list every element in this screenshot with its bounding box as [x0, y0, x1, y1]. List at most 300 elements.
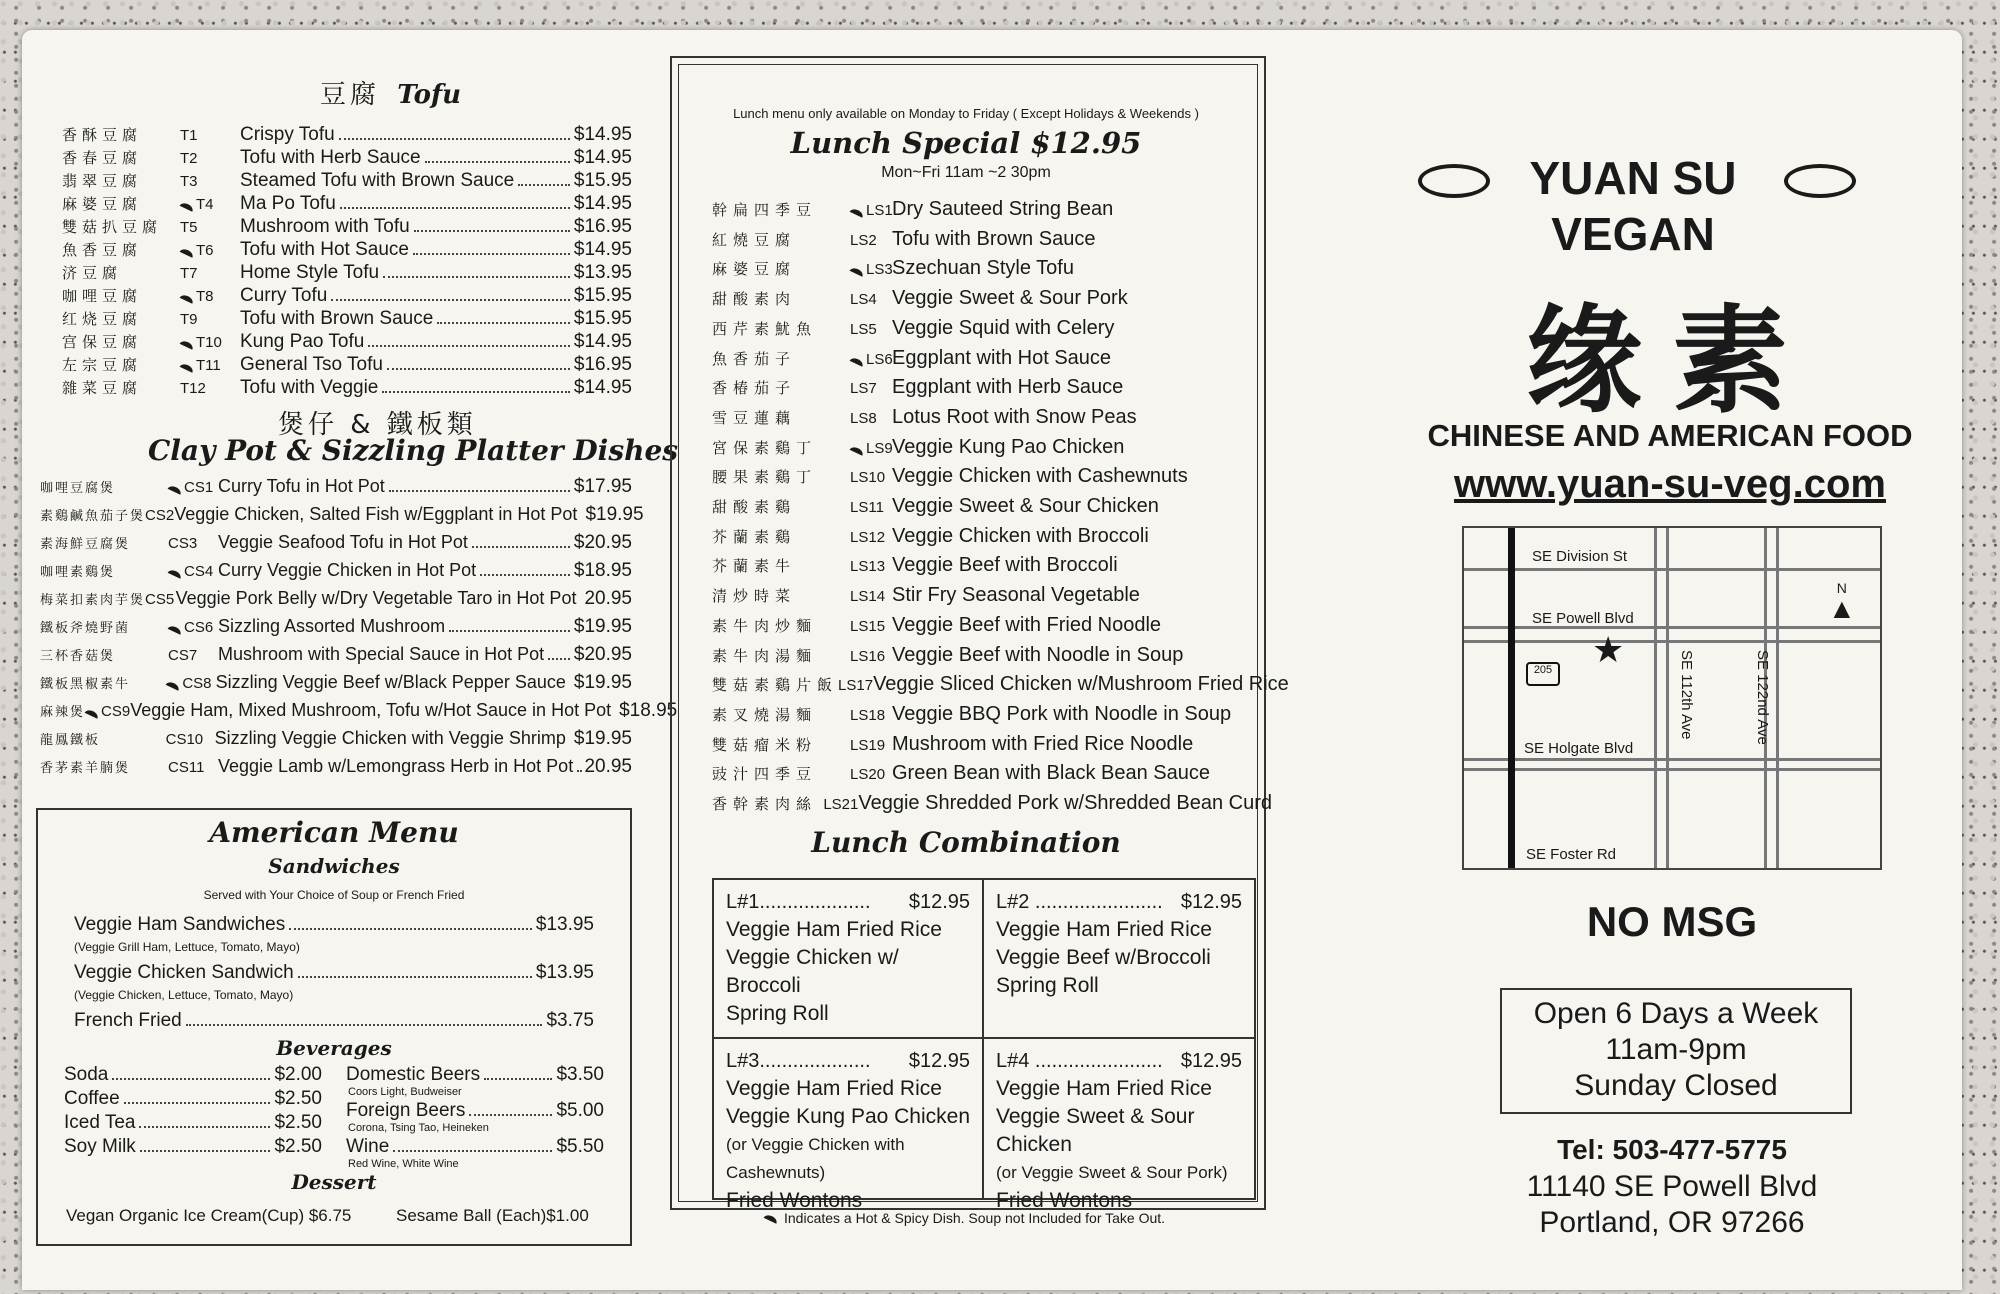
dish-code: [180, 288, 240, 305]
dish-name: Curry Veggie Chicken in Hot Pot: [218, 560, 477, 580]
dot-leader: [518, 184, 570, 186]
menu-item: [62, 285, 632, 308]
dessert-title: Dessert: [291, 1170, 377, 1194]
dish-code-text: CS11: [168, 759, 205, 776]
map-label-holgate: SE Holgate Blvd: [1524, 740, 1634, 757]
dish-price: $17.95: [573, 476, 632, 497]
combo-line: Veggie Sweet & Sour Chicken: [996, 1105, 1195, 1156]
dish-name-cn: 西芹素魷魚: [712, 319, 818, 338]
dish-name: Veggie Beef with Broccoli: [892, 554, 1118, 577]
dish-name-cn: 龍鳳鐵板: [40, 733, 101, 748]
menu-item: [712, 465, 1272, 494]
beverage-name: Domestic Beers: [346, 1064, 481, 1085]
menu-item: [40, 700, 678, 728]
dish-price: $18.95: [573, 560, 632, 581]
combo-option: [714, 1039, 984, 1212]
combo-header: [726, 888, 970, 916]
dish-code-text: LS21: [823, 796, 859, 813]
dish-code-text: LS2: [850, 231, 877, 249]
dish-code-text: CS1: [184, 479, 214, 496]
dish-code-text: CS2: [145, 507, 175, 524]
dish-code: [145, 507, 174, 524]
dot-leader: [298, 976, 532, 978]
dish-code-text: LS7: [850, 380, 877, 398]
combo-label: L#4 .......................: [996, 1050, 1163, 1072]
dish-name-cn: 咖哩豆腐: [62, 287, 143, 305]
chili-icon: [166, 680, 181, 690]
dish-code-text: LS8: [850, 409, 877, 427]
combo-header: [996, 1047, 1242, 1075]
dish-code: [850, 410, 892, 427]
beverage-price: $5.00: [556, 1100, 604, 1121]
beverage-price: $2.50: [274, 1136, 322, 1157]
dish-code-text: CS8: [182, 675, 212, 692]
dish-name-cn: 梅菜扣素肉芋煲: [40, 593, 146, 608]
dish-price: $20.95: [573, 532, 632, 553]
dish-name: Veggie Seafood Tofu in Hot Pot: [218, 532, 468, 552]
combo-header: [996, 888, 1242, 916]
dish-name: Veggie Sliced Chicken w/Mushroom Fried Rice: [873, 673, 1289, 696]
menu-item: [40, 560, 632, 588]
beverage-name: Iced Tea: [64, 1112, 136, 1133]
dot-leader: [393, 1150, 552, 1152]
address-line-2: Portland, OR 97266: [1539, 1206, 1805, 1239]
lunch-combo-grid: [712, 878, 1256, 1212]
menu-item: [40, 756, 632, 784]
dish-code-text: T12: [180, 380, 206, 397]
dish-name: Green Bean with Black Bean Sauce: [892, 762, 1210, 785]
dish-name: Tofu with Hot Sauce: [240, 239, 409, 260]
beverage-price: $2.00: [274, 1064, 322, 1085]
dot-leader: [387, 368, 570, 370]
dish-name: Veggie Chicken with Broccoli: [892, 524, 1149, 547]
dish-name: Dry Sauteed String Bean: [892, 198, 1114, 220]
dish-code: [850, 232, 892, 249]
menu-item: [712, 554, 1272, 583]
chili-icon: [850, 445, 865, 455]
dish-name: Veggie Kung Pao Chicken: [892, 435, 1125, 458]
dish-name-cn: 鐵板黑椒素牛: [40, 677, 131, 692]
dish-name-cn: 香酥豆腐: [62, 126, 143, 144]
dish-code-text: CS3: [168, 535, 198, 552]
dish-name: Tofu with Brown Sauce: [240, 308, 434, 329]
combo-price: $12.95: [1180, 891, 1242, 913]
beverage-name: Foreign Beers: [346, 1100, 466, 1121]
dish-code-text: T4: [196, 196, 214, 213]
beverage-name: Wine: [346, 1136, 390, 1157]
dot-leader: [124, 1102, 271, 1104]
dish-name-cn: 雜菜豆腐: [62, 379, 143, 397]
dish-name: Veggie Squid with Celery: [892, 316, 1115, 339]
dish-price: $14.95: [573, 147, 632, 168]
dot-leader: [577, 770, 580, 772]
combo-line: Veggie Kung Pao Chicken: [726, 1105, 971, 1128]
dish-name: Veggie Lamb w/Lemongrass Herb in Hot Pot: [218, 756, 574, 776]
dish-price: $13.95: [573, 262, 632, 283]
dot-leader: [425, 161, 570, 163]
chili-icon: [85, 708, 100, 718]
dish-name-cn: 素牛肉炒麵: [712, 616, 818, 635]
dish-name-cn: 麻辣煲: [40, 705, 86, 720]
dot-leader: [414, 230, 570, 232]
dish-code: [850, 499, 892, 516]
dot-leader: [368, 345, 570, 347]
dot-leader: [383, 276, 570, 278]
dish-name-cn: 宮保素鷄丁: [712, 438, 818, 457]
menu-item: [40, 672, 632, 700]
dish-code: [168, 619, 218, 636]
dish-name: Veggie Sweet & Sour Chicken: [892, 495, 1159, 517]
hot-footnote: Indicates a Hot & Spicy Dish. Soup not Included for Take Out.: [764, 1210, 1165, 1226]
menu-item: [40, 532, 632, 560]
menu-item: [712, 792, 1272, 821]
lunch-availability: Lunch menu only available on Monday to Friday ( Except Holidays & Weekends ): [733, 106, 1199, 121]
dot-leader: [548, 658, 570, 660]
combo-label: L#3....................: [726, 1050, 871, 1072]
map-label-division: SE Division St: [1532, 548, 1628, 565]
beverage-note: Corona, Tsing Tao, Heineken: [348, 1122, 489, 1134]
menu-item: [712, 347, 1272, 376]
menu-item: [62, 331, 632, 354]
i205-shield-icon: 205: [1526, 662, 1560, 686]
dish-code: [168, 759, 218, 776]
road-v-4: [1776, 528, 1779, 868]
menu-item: [62, 262, 632, 285]
dish-name: Steamed Tofu with Brown Sauce: [240, 170, 515, 191]
dish-code: [850, 469, 892, 486]
dish-code-text: T1: [180, 127, 198, 144]
dish-code-text: T6: [196, 242, 214, 259]
dish-code-text: CS7: [168, 647, 198, 664]
dish-code: [166, 675, 215, 692]
menu-item: [712, 673, 1289, 702]
dish-code: [850, 618, 892, 635]
beverage-item: [64, 1064, 322, 1086]
menu-item: [40, 644, 632, 672]
chili-icon: [180, 293, 195, 303]
dish-name: Veggie Chicken with Cashewnuts: [892, 465, 1188, 488]
dish-name: Eggplant with Herb Sauce: [892, 376, 1124, 399]
combo-option: [714, 880, 984, 1039]
dish-code-text: LS11: [850, 499, 884, 516]
dish-code: [850, 558, 892, 575]
sandwich-name: Veggie Chicken Sandwich: [74, 962, 294, 983]
i205-freeway: [1508, 528, 1515, 868]
map-label-foster: SE Foster Rd: [1526, 846, 1617, 863]
dish-code: [850, 766, 892, 783]
sandwich-note: (Veggie Chicken, Lettuce, Tomato, Mayo): [74, 988, 294, 1002]
sandwiches-title: Sandwiches: [268, 854, 400, 878]
dish-price: 20.95: [584, 588, 632, 609]
claypot-heading-cn: 煲仔 & 鐵板類: [278, 410, 477, 440]
dish-code-text: LS9: [866, 439, 893, 457]
beverage-note: Coors Light, Budweiser: [348, 1086, 462, 1098]
dish-name: Sizzling Veggie Beef w/Black Pepper Sauce: [215, 672, 566, 692]
dish-price: $16.95: [573, 354, 632, 375]
powell-road-2: [1464, 640, 1880, 643]
dish-name-cn: 清炒時菜: [712, 587, 797, 606]
lunch-hours: Mon~Fri 11am ~2 30pm: [881, 164, 1051, 181]
chili-icon: [850, 356, 865, 366]
menu-item: [62, 377, 632, 400]
menu-item: [62, 216, 632, 239]
dish-name-cn: 芥蘭素鷄: [712, 527, 797, 546]
dish-name: Crispy Tofu: [240, 124, 335, 145]
dot-leader: [186, 1024, 543, 1026]
beverage-price: $3.50: [556, 1064, 604, 1085]
dish-code: [850, 202, 892, 219]
dish-name-cn: 紅燒豆腐: [712, 230, 797, 249]
dish-code-text: LS4: [850, 291, 877, 309]
chili-icon: [764, 1213, 779, 1223]
beverage-item: [64, 1088, 322, 1110]
restaurant-name-cn: 缘素: [1526, 293, 1818, 429]
dish-name-cn: 宫保豆腐: [62, 333, 143, 351]
telephone[interactable]: Tel: 503-477-5775: [1557, 1134, 1787, 1165]
restaurant-name: YUAN SU VEGAN: [1529, 152, 1737, 260]
dish-name-cn: 鐵板斧燒野菌: [40, 621, 131, 636]
dish-code: [180, 127, 240, 144]
sandwich-item: [74, 962, 594, 984]
holgate-road-2: [1464, 768, 1880, 771]
sandwich-price: $13.95: [535, 962, 594, 983]
website-link[interactable]: www.yuan-su-veg.com: [1454, 462, 1886, 506]
beverage-price: $2.50: [274, 1088, 322, 1109]
dish-code: [168, 563, 218, 580]
dish-code-text: LS13: [850, 558, 886, 576]
dish-name-cn: 雙菇瘤米粉: [712, 735, 818, 754]
dish-code-text: LS17: [838, 677, 874, 695]
sandwich-name: Veggie Ham Sandwiches: [74, 914, 286, 935]
sandwich-item: [74, 1010, 594, 1032]
powell-road: [1464, 626, 1880, 629]
dish-code: [168, 479, 218, 496]
dish-code: [180, 334, 240, 351]
dish-name-cn: 咖哩素鷄煲: [40, 565, 116, 580]
combo-label: L#2 .......................: [996, 891, 1163, 913]
menu-item: [712, 762, 1272, 791]
menu-item: [62, 147, 632, 170]
chili-icon: [168, 568, 183, 578]
dish-code-text: LS5: [850, 320, 877, 338]
dish-name-cn: 豉汁四季豆: [712, 765, 818, 784]
dish-name-cn: 魚香茄子: [712, 349, 797, 368]
dish-code: [850, 321, 892, 338]
menu-item: [40, 504, 644, 532]
combo-line: (or Veggie Sweet & Sour Pork): [996, 1163, 1228, 1182]
dish-code-text: LS20: [850, 766, 886, 784]
holgate-road: [1464, 758, 1880, 761]
dish-name-cn: 甜酸素鷄: [712, 498, 797, 516]
dot-leader: [413, 253, 570, 255]
dish-code-text: T2: [180, 150, 198, 167]
combo-price: $12.95: [908, 1050, 970, 1072]
dish-name: Veggie Beef with Fried Noodle: [892, 613, 1162, 636]
cloud-ornament-left-icon: [1418, 164, 1490, 198]
dish-price: $14.95: [573, 124, 632, 145]
menu-item: [712, 257, 1272, 286]
dot-leader: [340, 207, 570, 209]
beverage-item: [64, 1112, 322, 1134]
map-label-112th: SE 112th Ave: [1678, 650, 1695, 740]
dish-code-text: T5: [180, 219, 198, 236]
dish-name: Home Style Tofu: [240, 262, 380, 283]
map-label-122nd: SE 122nd Ave: [1754, 650, 1771, 745]
dish-name-cn: 甜酸素肉: [712, 290, 797, 309]
chili-icon: [168, 484, 183, 494]
menu-item: [712, 406, 1272, 435]
dish-code-text: LS6: [866, 350, 893, 368]
combo-line: Fried Wontons: [726, 1189, 863, 1212]
dish-code-text: T8: [196, 288, 214, 305]
dish-name: Veggie Shredded Pork w/Shredded Bean Curd: [858, 792, 1272, 814]
dish-name: Tofu with Herb Sauce: [240, 147, 421, 168]
dish-price: $15.95: [573, 170, 632, 191]
dish-code-text: T3: [180, 173, 198, 190]
division-road: [1464, 568, 1880, 571]
dish-name: Stir Fry Seasonal Vegetable: [892, 584, 1140, 607]
dish-name-cn: 芥蘭素牛: [712, 557, 797, 576]
menu-item: [712, 703, 1272, 732]
claypot-heading-en: Clay Pot & Sizzling Platter Dishes: [148, 434, 679, 467]
dish-code: [180, 311, 240, 328]
dish-price: 20.95: [584, 756, 632, 777]
dish-code-text: T11: [196, 357, 221, 374]
dish-code-text: LS14: [850, 588, 886, 606]
dish-name-cn: 雙菇素鷄片飯: [712, 676, 839, 695]
dish-code: [838, 677, 873, 694]
combo-line: (or Veggie Chicken with Cashewnuts): [726, 1135, 905, 1182]
beverage-name: Coffee: [64, 1088, 120, 1109]
chili-icon: [850, 207, 865, 217]
dish-name-cn: 素叉燒湯麵: [712, 705, 818, 724]
dish-price: $14.95: [573, 377, 632, 398]
lunch-title: Lunch Special $12.95: [790, 126, 1142, 160]
dish-name: Eggplant with Hot Sauce: [892, 346, 1112, 369]
north-arrow-icon: N ▲: [1828, 580, 1856, 624]
dish-name: Mushroom with Special Sauce in Hot Pot: [218, 644, 545, 664]
dish-code: [168, 535, 218, 552]
dish-code: [850, 380, 892, 397]
road-v-1: [1654, 528, 1657, 868]
combo-option: [984, 880, 1254, 1039]
dish-price: $19.95: [573, 616, 632, 637]
beverage-name: Soy Milk: [64, 1136, 136, 1157]
beverage-item: [346, 1136, 604, 1158]
dish-code: [823, 796, 858, 813]
combo-line: Veggie Beef w/Broccoli: [996, 946, 1211, 969]
dish-code: [180, 173, 240, 190]
chili-icon: [180, 362, 195, 372]
no-msg: NO MSG: [1586, 898, 1758, 945]
dot-leader: [472, 546, 570, 548]
dot-leader: [382, 391, 570, 393]
dish-price: $14.95: [573, 239, 632, 260]
dish-price: $19.95: [573, 672, 632, 693]
dish-name-cn: 济豆腐: [62, 264, 123, 282]
dish-name: Veggie Chicken, Salted Fish w/Eggplant in Hot Pot: [174, 504, 578, 524]
beverage-price: $5.50: [556, 1136, 604, 1157]
dot-leader: [289, 928, 532, 930]
combo-line: Veggie Ham Fried Rice: [996, 1077, 1212, 1100]
dish-name-cn: 麻婆豆腐: [62, 195, 143, 213]
menu-item: [712, 228, 1272, 257]
menu-item: [62, 239, 632, 262]
dish-code: [180, 357, 240, 374]
hours-box: Open 6 Days a Week 11am-9pm Sunday Closed: [1500, 988, 1852, 1114]
tofu-heading: 豆腐 Tofu: [320, 80, 462, 110]
menu-item: [712, 644, 1272, 673]
dish-code-text: LS16: [850, 647, 886, 665]
menu-item: [712, 198, 1272, 227]
dish-name: Curry Tofu in Hot Pot: [218, 476, 385, 496]
dish-code-text: LS1: [866, 202, 893, 219]
dish-price: $15.95: [573, 308, 632, 329]
dot-leader: [437, 322, 570, 324]
dish-price: $15.95: [573, 285, 632, 306]
menu-item: [712, 614, 1272, 643]
dish-name: Kung Pao Tofu: [240, 331, 365, 352]
dessert-sesame-ball: Sesame Ball (Each)$1.00: [396, 1206, 589, 1225]
dish-name: Sizzling Assorted Mushroom: [218, 616, 446, 636]
menu-item: [62, 124, 632, 147]
sandwich-name: French Fried: [74, 1010, 182, 1031]
combo-label: L#1....................: [726, 891, 871, 913]
dish-name-cn: 雪豆蓮藕: [712, 408, 797, 427]
restaurant-location-star-icon: ★: [1592, 629, 1625, 670]
sandwich-price: $3.75: [546, 1010, 594, 1031]
dessert-ice-cream: Vegan Organic Ice Cream(Cup) $6.75: [66, 1206, 352, 1225]
sandwich-price: $13.95: [535, 914, 594, 935]
combo-line: Veggie Ham Fried Rice: [726, 1077, 942, 1100]
dot-leader: [389, 490, 570, 492]
chili-icon: [180, 339, 195, 349]
dish-name-cn: 三杯香菇煲: [40, 649, 116, 664]
dish-code: [180, 380, 240, 397]
chili-icon: [180, 247, 195, 257]
served-note: Served with Your Choice of Soup or French Fried: [203, 888, 465, 902]
dish-price: $19.95: [585, 504, 644, 525]
dish-code: [850, 588, 892, 605]
dish-code: [180, 242, 240, 259]
menu-item: [62, 170, 632, 193]
menu-item: [62, 308, 632, 331]
dish-name: Ma Po Tofu: [240, 193, 336, 214]
dish-name-cn: 雙菇扒豆腐: [62, 218, 163, 236]
chili-icon: [850, 267, 865, 277]
dish-name: General Tso Tofu: [240, 354, 383, 375]
address-line-1: 11140 SE Powell Blvd: [1526, 1170, 1818, 1203]
dish-price: $19.95: [573, 728, 632, 749]
menu-item: [40, 588, 632, 616]
dish-name-cn: 香幹素肉絲: [712, 795, 818, 813]
dot-leader: [112, 1078, 270, 1080]
location-map: [1462, 526, 1882, 870]
dish-code: [85, 703, 130, 720]
combo-header: [726, 1047, 970, 1075]
dot-leader: [139, 1126, 270, 1128]
menu-item: [40, 476, 632, 504]
combo-line: Veggie Chicken w/ Broccoli: [726, 946, 899, 997]
dish-code-text: LS19: [850, 736, 886, 754]
dish-name: Tofu with Brown Sauce: [892, 227, 1096, 250]
combo-line: Veggie Ham Fried Rice: [726, 918, 942, 941]
menu-item: [712, 436, 1272, 465]
beverage-item: [64, 1136, 322, 1158]
dish-name: Veggie Pork Belly w/Dry Vegetable Taro in Hot Pot: [175, 588, 577, 608]
cloud-ornament-right-icon: [1784, 164, 1856, 198]
dish-name-cn: 素鷄鹹魚茄子煲: [40, 509, 146, 524]
